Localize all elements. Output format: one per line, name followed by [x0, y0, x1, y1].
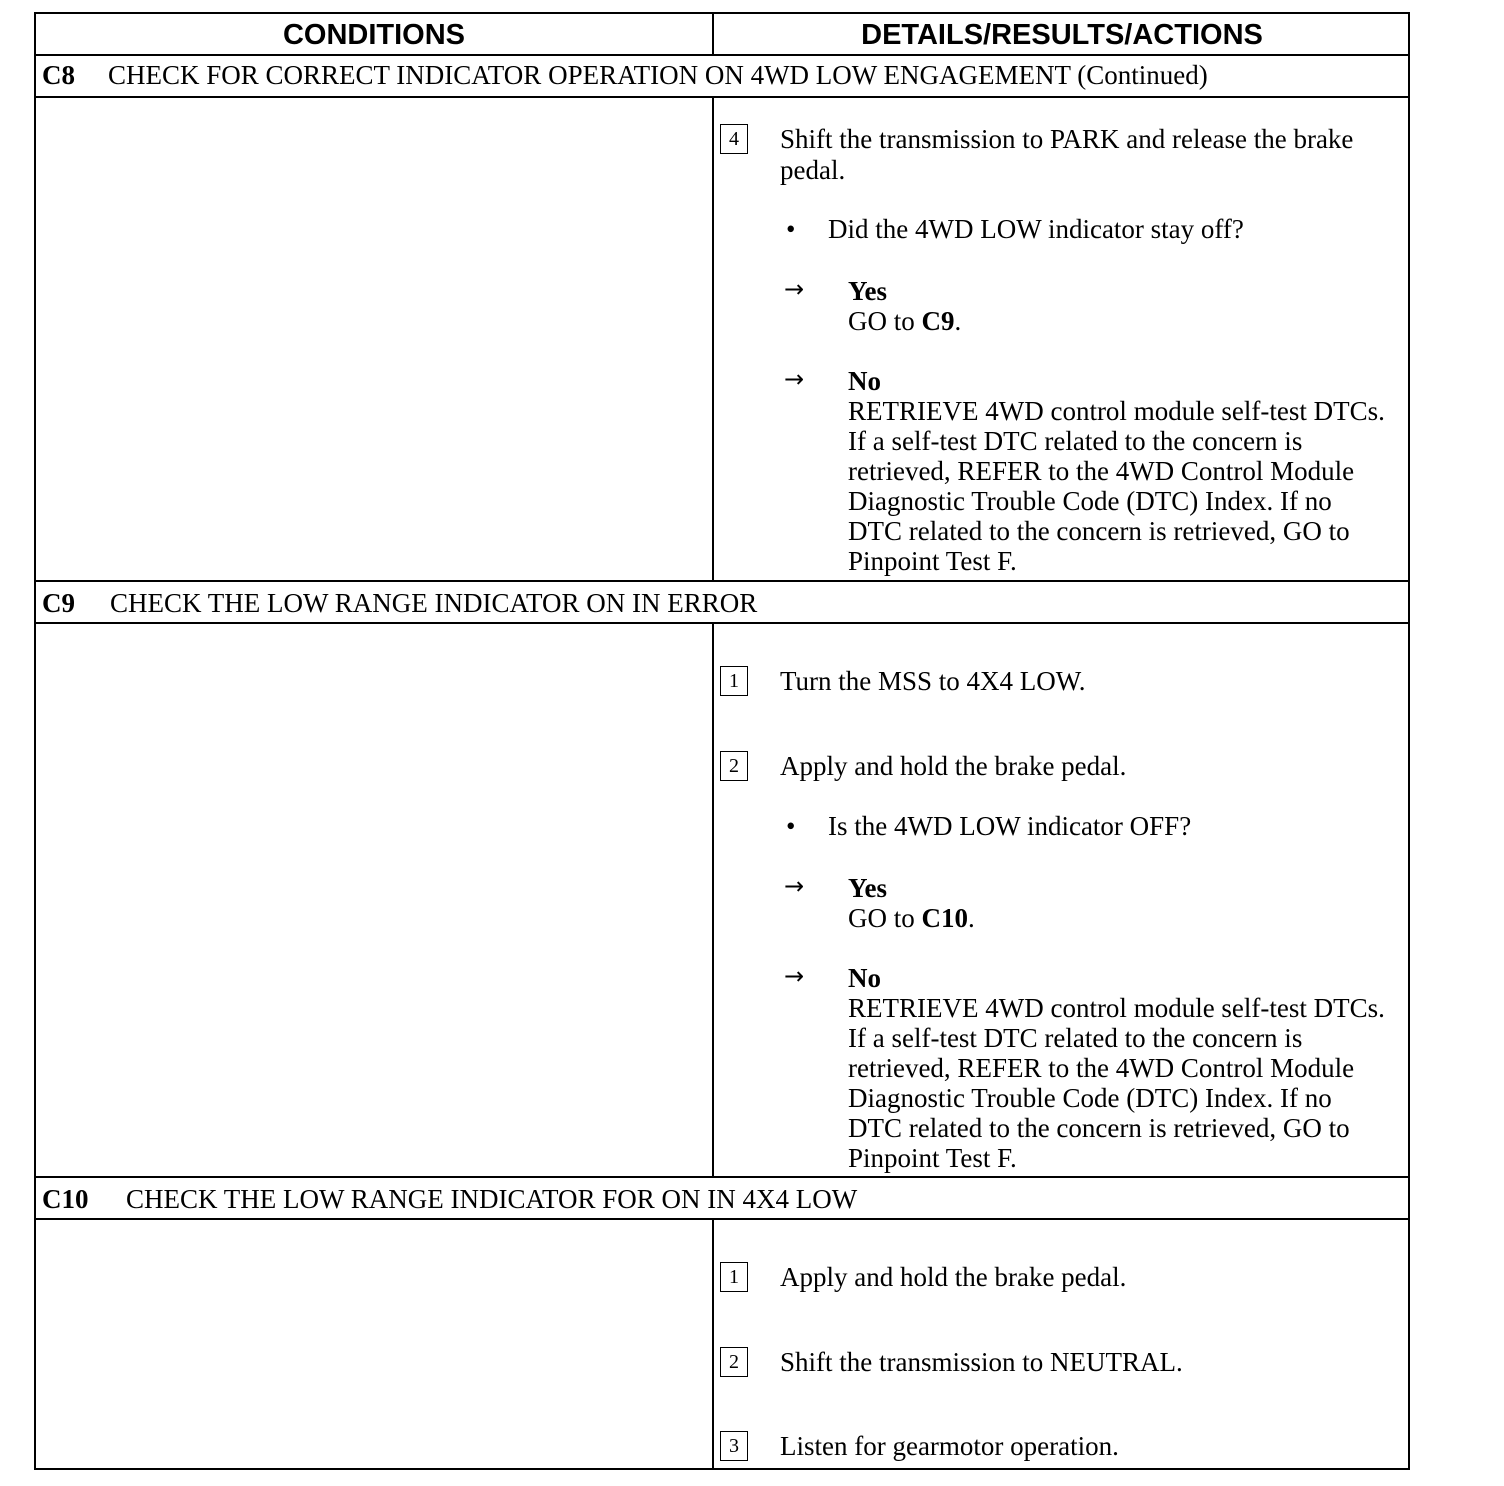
answer-text: RETRIEVE 4WD control module self-test DTCs. If a self-test DTC related to the concern is retrieved, REFER to the 4WD Control Module Diagnostic Trouble Code (DTC) Index. If no DTC related to the concern is retrieved, GO to Pinpoint Test F.: [848, 993, 1385, 1173]
step-text: Shift the transmission to NEUTRAL.: [780, 1347, 1183, 1377]
question-text: Did the 4WD LOW indicator stay off?: [828, 214, 1244, 244]
section-title: CHECK THE LOW RANGE INDICATOR FOR ON IN 4X4 LOW: [126, 1184, 858, 1214]
answer-suffix: .: [954, 306, 962, 336]
column-divider: [712, 14, 714, 54]
question-text: Is the 4WD LOW indicator OFF?: [828, 811, 1192, 841]
step-number-box: 2: [720, 1347, 748, 1377]
answer-prefix: GO to: [848, 903, 922, 933]
step-text: Listen for gearmotor operation.: [780, 1431, 1119, 1461]
step-number-box: 2: [720, 751, 748, 781]
answer-label: Yes: [848, 873, 887, 903]
step-text: Shift the transmission to PARK and release the brake pedal.: [780, 124, 1354, 185]
section-code: C9: [42, 588, 75, 618]
answer-suffix: .: [968, 903, 975, 933]
column-divider: [712, 622, 714, 1176]
bullet-icon: •: [786, 811, 796, 841]
column-divider: [712, 96, 714, 580]
step-number-box: 1: [720, 1262, 748, 1292]
divider: [36, 580, 1408, 582]
section-c10-header: [42, 1180, 857, 1218]
arrow-right-icon: →: [784, 365, 805, 393]
column-header-conditions: CONDITIONS: [282, 19, 466, 51]
divider: [36, 622, 1408, 624]
section-c9-header: [42, 584, 757, 622]
column-header-details: DETAILS/RESULTS/ACTIONS: [861, 19, 1263, 51]
step-text: Apply and hold the brake pedal.: [780, 751, 1127, 781]
section-title: CHECK FOR CORRECT INDICATOR OPERATION ON 4WD LOW ENGAGEMENT (Continued): [108, 60, 1208, 90]
section-title: CHECK THE LOW RANGE INDICATOR ON IN ERROR: [110, 588, 758, 618]
answer-text: RETRIEVE 4WD control module self-test DTCs. If a self-test DTC related to the concern is retrieved, REFER to the 4WD Control Module Diagnostic Trouble Code (DTC) Index. If no DTC related to the concern is retrieved, GO to Pinpoint Test F.: [848, 396, 1385, 576]
divider: [36, 96, 1408, 98]
section-c8-header: [42, 56, 1208, 94]
step-text: Turn the MSS to 4X4 LOW.: [780, 666, 1086, 696]
arrow-right-icon: →: [784, 872, 805, 900]
divider: [36, 1176, 1408, 1178]
arrow-right-icon: →: [784, 962, 805, 990]
answer-target: C9: [921, 306, 955, 336]
bullet-icon: •: [786, 214, 796, 244]
section-code: C10: [42, 1184, 89, 1214]
answer-target: C10: [921, 903, 968, 933]
step-number-box: 4: [720, 124, 748, 154]
answer-label: Yes: [848, 276, 887, 306]
divider: [36, 1218, 1408, 1220]
answer-label: No: [848, 963, 881, 993]
answer-prefix: GO to: [848, 306, 922, 336]
step-number-box: 3: [720, 1431, 748, 1461]
section-code: C8: [42, 60, 75, 90]
step-text: Apply and hold the brake pedal.: [780, 1262, 1127, 1292]
arrow-right-icon: →: [784, 275, 805, 303]
column-divider: [712, 1218, 714, 1470]
step-number-box: 1: [720, 666, 748, 696]
answer-label: No: [848, 366, 881, 396]
